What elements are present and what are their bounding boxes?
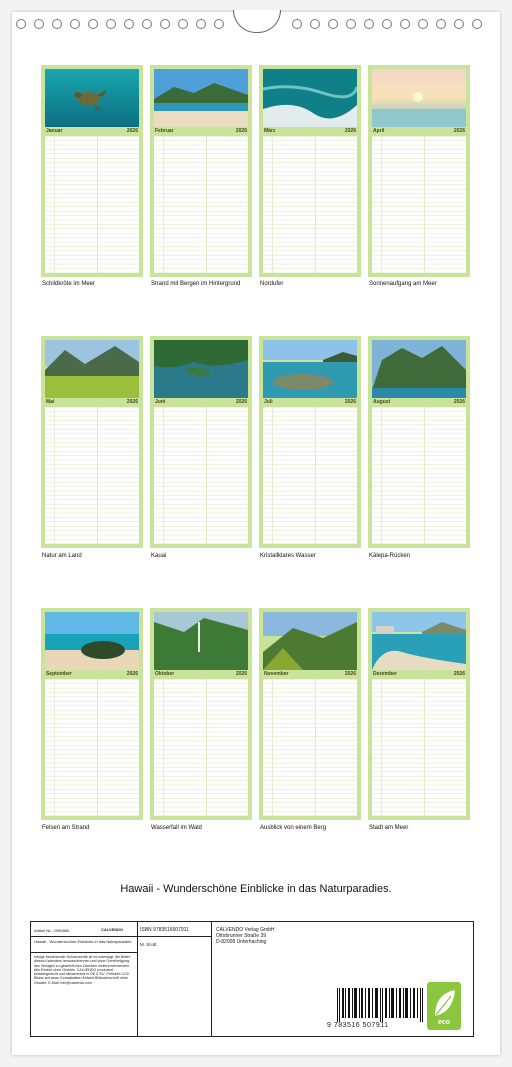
isbn: ISBN 9783516507911	[140, 927, 189, 933]
photo-turtle	[45, 69, 139, 127]
publisher-name: CALVENDO Verlag GmbH	[216, 927, 275, 933]
photo-caption: Stadt am Meer	[369, 825, 409, 831]
month-may	[41, 336, 143, 548]
photo-kauai	[154, 340, 248, 398]
month-year: 2026	[126, 671, 138, 677]
calendar-page	[12, 12, 500, 1055]
photo-beach-mountains	[154, 69, 248, 127]
photo-caption: Natur am Land	[42, 553, 82, 559]
photo-city-sea	[372, 612, 466, 670]
calvendo-logo: CALVENDO	[101, 927, 124, 932]
month-year: 2026	[453, 128, 465, 134]
day-grid	[45, 407, 139, 544]
binding-rings	[12, 12, 500, 42]
day-grid	[45, 679, 139, 816]
month-name: September	[46, 671, 72, 677]
month-name: August	[373, 399, 391, 405]
photo-caption: Nordufer	[260, 281, 284, 287]
photo-caption: Strand mit Bergen im Hintergrund	[151, 281, 241, 287]
month-october	[150, 608, 252, 820]
photo-nature-land	[45, 340, 139, 398]
month-march	[259, 65, 361, 277]
month-year: 2026	[453, 399, 465, 405]
month-year: 2026	[344, 128, 356, 134]
month-name: April	[373, 128, 385, 134]
publisher-info-box	[30, 921, 474, 1037]
photo-caption: Ausblick von einem Berg	[260, 825, 327, 831]
photo-rocks-beach	[45, 612, 139, 670]
ring-hole	[292, 19, 302, 29]
month-february	[150, 65, 252, 277]
photo-north-shore	[263, 69, 357, 127]
month-august	[368, 336, 470, 548]
month-year: 2026	[344, 671, 356, 677]
ring-hole	[196, 19, 206, 29]
article-number: Artikel Nr.: 2990880	[34, 928, 70, 933]
hanger-hook	[233, 10, 281, 33]
ring-hole	[106, 19, 116, 29]
day-grid	[263, 407, 357, 544]
ring-hole	[124, 19, 134, 29]
ring-hole	[178, 19, 188, 29]
photo-caption: Felsen am Strand	[42, 825, 90, 831]
publisher-street: Ottobrunner Straße 39	[216, 933, 267, 939]
ring-hole	[52, 19, 62, 29]
ring-hole	[16, 19, 26, 29]
ring-hole	[160, 19, 170, 29]
day-grid	[154, 407, 248, 544]
ring-hole	[436, 19, 446, 29]
photo-caption: Kauai	[151, 553, 167, 559]
ring-hole	[400, 19, 410, 29]
day-grid	[372, 679, 466, 816]
day-grid	[154, 136, 248, 273]
photo-caption: Schildkröte im Meer	[42, 281, 96, 287]
legal-notice: Infolge bestehender Schutzrechte ist es untersagt, die Bilder dieses Kalenders herauszutrennen und ohne Genehmigung des Verlages zu gewerblichen Zwecken weiterzuverwenden. Alle Rechte ohne Gewähr. CALVENDO produziert bedarfsgerecht und klimaneutral in DE & EU. Preisinfo CO2-Bilanz auf www. Kontaktdaten Anfahrt Bildunterschrift ohne Gewähr. E-Mail: info@calvendo.com	[34, 955, 131, 985]
day-grid	[45, 136, 139, 273]
month-name: Oktober	[155, 671, 175, 677]
info-column-publisher	[211, 922, 304, 1036]
day-grid	[372, 407, 466, 544]
day-grid	[263, 136, 357, 273]
month-january	[41, 65, 143, 277]
month-december	[368, 608, 470, 820]
month-year: 2026	[235, 399, 247, 405]
subtitle: Hawaii - Wunderschöne Einblicke in das Naturparadies	[34, 939, 132, 944]
info-column-left	[31, 922, 138, 1036]
author: M. Scott	[140, 942, 157, 947]
day-grid	[372, 136, 466, 273]
photo-waterfall-forest	[154, 612, 248, 670]
month-year: 2026	[126, 128, 138, 134]
month-april	[368, 65, 470, 277]
photo-caption: Wasserfall im Wald	[151, 825, 202, 831]
month-year: 2026	[344, 399, 356, 405]
ring-hole	[310, 19, 320, 29]
photo-caption: Sonnenaufgang am Meer	[369, 281, 437, 287]
ring-hole	[472, 19, 482, 29]
ring-hole	[34, 19, 44, 29]
photo-caption: Kālepa-Rücken	[369, 553, 411, 559]
ring-hole	[142, 19, 152, 29]
month-name: März	[264, 128, 276, 134]
month-name: Januar	[46, 128, 63, 134]
photo-mountain-view	[263, 612, 357, 670]
ring-hole	[214, 19, 224, 29]
ring-hole	[328, 19, 338, 29]
calendar-title: Hawaii - Wunderschöne Einblicke in das Naturparadies.	[120, 883, 392, 895]
day-grid	[263, 679, 357, 816]
month-july	[259, 336, 361, 548]
photo-caption: Kristallklares Wasser	[260, 553, 316, 559]
photo-sunrise-sea	[372, 69, 466, 127]
month-name: Mai	[46, 399, 55, 405]
month-name: Dezember	[373, 671, 397, 677]
month-year: 2026	[126, 399, 138, 405]
eco-badge	[427, 982, 461, 1030]
month-name: Juni	[155, 399, 166, 405]
ring-hole	[418, 19, 428, 29]
ring-hole	[346, 19, 356, 29]
month-september	[41, 608, 143, 820]
info-column-isbn	[137, 922, 211, 1036]
month-year: 2026	[235, 671, 247, 677]
photo-kalepa-ridge	[372, 340, 466, 398]
month-november	[259, 608, 361, 820]
ring-hole	[364, 19, 374, 29]
ring-hole	[88, 19, 98, 29]
month-name: Februar	[155, 128, 174, 134]
ring-hole	[70, 19, 80, 29]
month-name: Juli	[264, 399, 273, 405]
publisher-city: D-82008 Unterhaching	[216, 939, 267, 945]
month-name: November	[264, 671, 289, 677]
month-june	[150, 336, 252, 548]
barcode-number: 9 783516 507911	[327, 1022, 389, 1029]
photo-clear-water	[263, 340, 357, 398]
eco-label: eco	[438, 1019, 451, 1026]
ring-hole	[382, 19, 392, 29]
ring-hole	[454, 19, 464, 29]
day-grid	[154, 679, 248, 816]
month-year: 2026	[453, 671, 465, 677]
month-year: 2026	[235, 128, 247, 134]
